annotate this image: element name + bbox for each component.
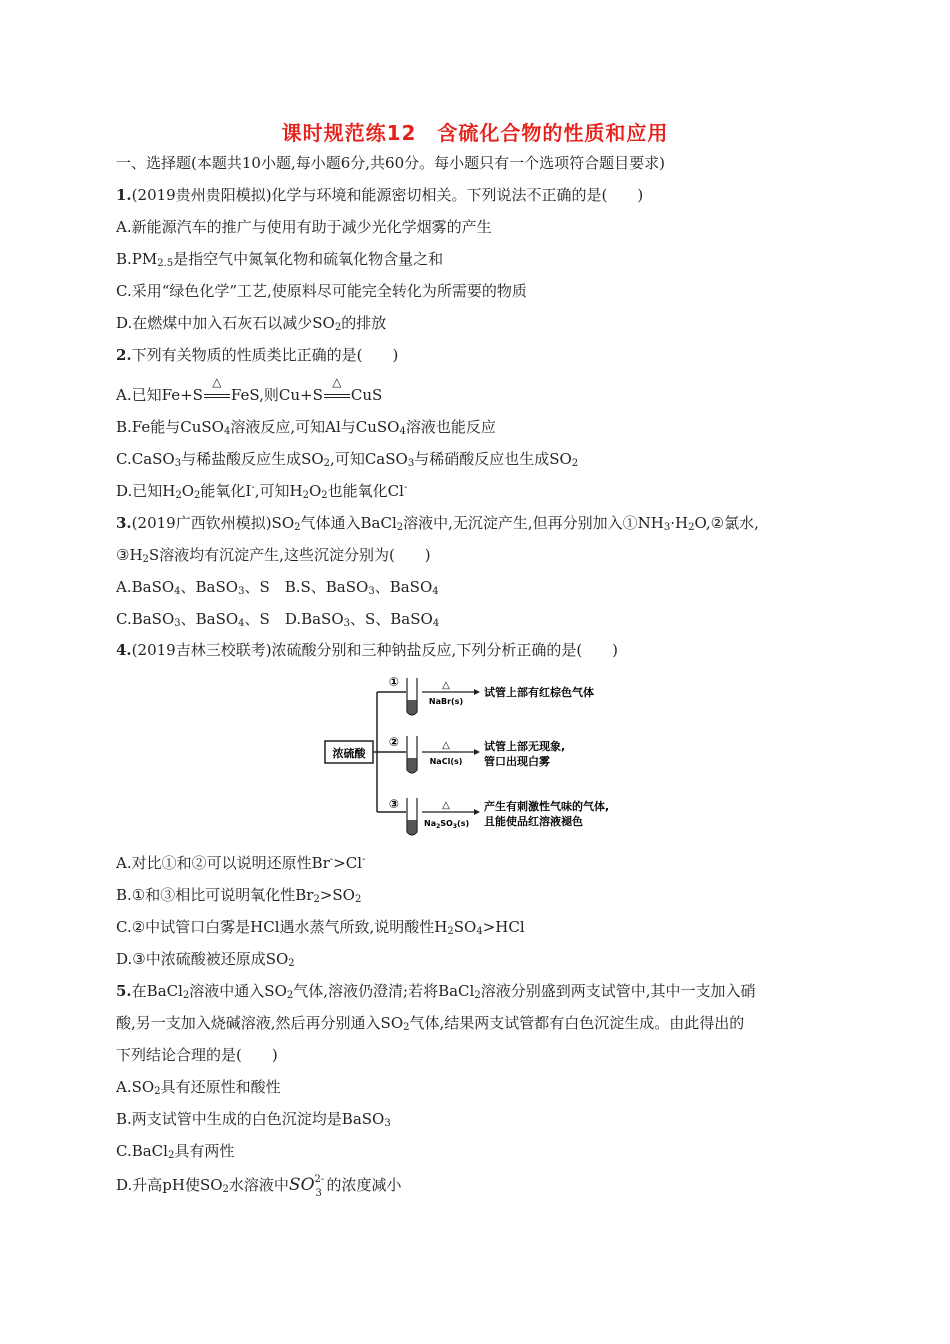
- question-1-option-a[interactable]: A.新能源汽车的推广与使用有助于减少光化学烟雾的产生: [116, 218, 492, 236]
- question-1-option-c[interactable]: C.采用“绿色化学”工艺,使原料尽可能完全转化为所需要的物质: [116, 282, 527, 300]
- heat-symbol-1: △: [442, 680, 450, 691]
- reagent-label: 浓硫酸: [332, 747, 366, 760]
- question-4-option-b[interactable]: B.①和③相比可说明氧化性$Br_2>SO_2$: [116, 886, 362, 905]
- salt-2: NaCl(s): [429, 757, 463, 766]
- question-4-option-c[interactable]: C.②中试管口白雾是HCl遇水蒸气所致,说明酸性$H_2SO_4>HCl$: [116, 918, 525, 937]
- marker-1: ①: [388, 675, 400, 689]
- question-5-option-d[interactable]: D.升高pH使$SO_2$水溶液中SO 2- 3 的浓度减小: [116, 1174, 402, 1199]
- result-2a: 试管上部无现象,: [484, 740, 566, 753]
- heat-symbol-2: △: [442, 740, 450, 751]
- result-1: 试管上部有红棕色气体: [484, 686, 594, 699]
- page-title: 课时规范练12 含硫化合物的性质和应用: [281, 121, 669, 145]
- reaction-diagram: [324, 674, 644, 844]
- question-5-stem-line-3: 下列结论合理的是( ): [116, 1046, 278, 1064]
- question-5-stem-line-2: 酸,另一支加入烧碱溶液,然后再分别通入$SO_2$气体,结果两支试管都有白色沉淀生成。由此得出的: [116, 1014, 745, 1033]
- marker-2: ②: [388, 735, 400, 749]
- marker-3: ③: [388, 797, 400, 811]
- question-4-option-a[interactable]: A.对比①和②可以说明还原性Br->Cl-: [116, 854, 366, 872]
- question-1-stem: 1.(2019贵州贵阳模拟)化学与环境和能源密切相关。下列说法不正确的是( ): [116, 186, 644, 204]
- question-3-stem-line-1: 3.(2019广西钦州模拟)$SO_2$气体通入BaCl$_2$溶液中,无沉淀产生,但再分别加入$①NH_3\cdot H_2O,②$氯水,: [116, 514, 759, 533]
- question-3-options-ab[interactable]: A.BaSO$_4$、BaSO$_3$、S B.S、BaSO$_3$、BaSO$_4$: [116, 578, 439, 597]
- result-2b: 管口出现白雾: [484, 755, 550, 768]
- question-2-option-d[interactable]: D.已知$H_2O_2$能氧化I-,可知$H_2O_2$也能氧化Cl-: [116, 482, 408, 501]
- question-3-options-cd[interactable]: C.BaSO$_3$、BaSO$_4$、S D.BaSO$_3$、S、BaSO$_4$: [116, 610, 440, 629]
- question-5-stem-line-1: 5.在BaCl$_2$溶液中通入$SO_2$气体,溶液仍澄清;若将BaCl$_2$溶液分别盛到两支试管中,其中一支加入硝: [116, 982, 756, 1001]
- question-5-option-a[interactable]: $A.SO_2$具有还原性和酸性: [116, 1078, 281, 1097]
- section-heading: 一、选择题(本题共10小题,每小题6分,共60分。每小题只有一个选项符合题目要求): [116, 154, 665, 172]
- question-3-stem-line-2: $③H_2S$溶液均有沉淀产生,这些沉淀分别为( ): [116, 546, 431, 565]
- sulfite-ion: SO 2- 3: [288, 1174, 325, 1199]
- heat-symbol: △: [332, 375, 342, 389]
- question-5-option-b[interactable]: B.两支试管中生成的白色沉淀均是BaSO$_3$: [116, 1110, 391, 1129]
- question-1-option-b[interactable]: $B.PM_{2.5}$是指空气中氮氧化物和硫氧化物含量之和: [116, 250, 444, 269]
- heat-symbol-3: △: [442, 800, 450, 811]
- test-tube-2: [407, 736, 417, 773]
- result-3a: 产生有刺激性气味的气体,: [484, 800, 610, 813]
- salt-1: NaBr(s): [428, 697, 464, 706]
- question-2-option-b[interactable]: B.Fe能与CuSO$_4$溶液反应,可知Al与CuSO$_4$溶液也能反应: [116, 418, 496, 437]
- question-5-option-c[interactable]: C.BaCl$_2$具有两性: [116, 1142, 235, 1161]
- question-4-stem: 4.(2019吉林三校联考)浓硫酸分别和三种钠盐反应,下列分析正确的是( ): [116, 641, 619, 659]
- heat-symbol: △: [212, 375, 222, 389]
- question-2-stem: 2.下列有关物质的性质类比正确的是( ): [116, 346, 399, 364]
- salt-3: $Na_2SO_3(s)$: [424, 819, 470, 830]
- test-tube-1: [407, 678, 417, 715]
- question-4-option-d[interactable]: D.③中浓硫酸被还原成$SO_2$: [116, 950, 295, 969]
- question-2-option-a[interactable]: A.已知Fe+S △ FeS,则Cu+S △ CuS: [116, 385, 382, 405]
- question-1-option-d[interactable]: D.在燃煤中加入石灰石以减少$SO_2$的排放: [116, 314, 387, 333]
- test-tube-3: [407, 798, 417, 835]
- result-3b: 且能使品红溶液褪色: [484, 815, 583, 828]
- question-2-option-c[interactable]: C.CaSO$_3$与稀盐酸反应生成$SO_2$,可知CaSO$_3$与稀硝酸反应也生成$SO_2$: [116, 450, 579, 469]
